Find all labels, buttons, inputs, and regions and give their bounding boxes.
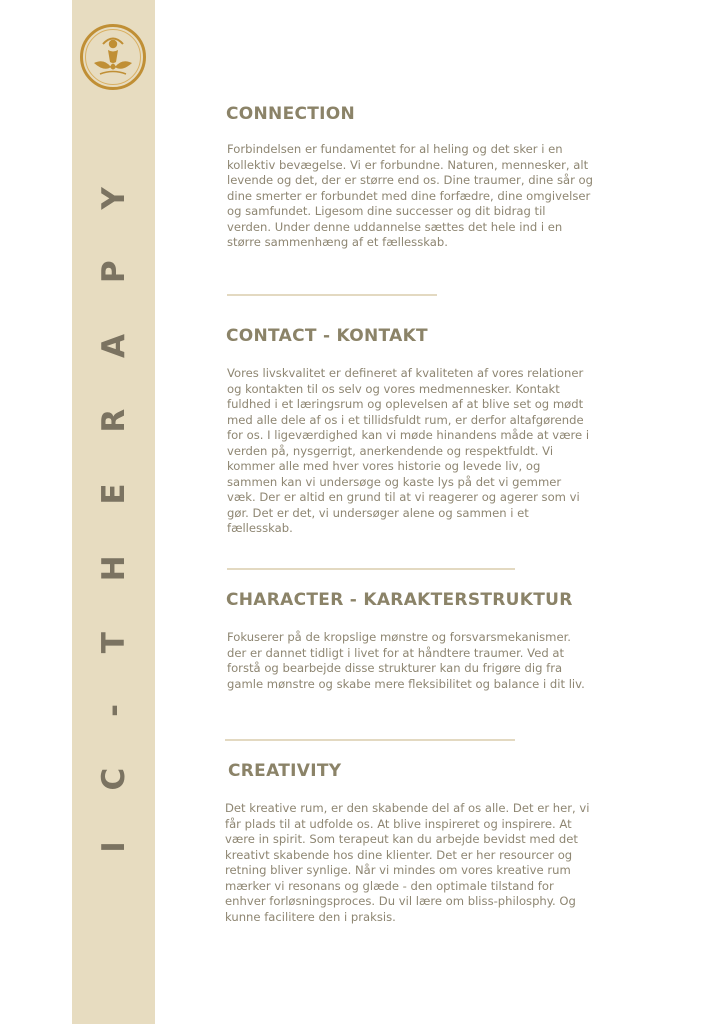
section-divider xyxy=(227,568,515,570)
section-body-character: Fokuserer på de kropslige mønstre og forsvarsmekanismer. der er dannet tidligt i livet for at håndtere traumer. Ved at forstå og bearbejde disse strukturer kan du frigøre dig fra gamle mønstre og skabe mere fleksibilitet og balance i dit liv. xyxy=(227,630,585,691)
section-heading-connection: CONNECTION xyxy=(226,104,356,124)
section-divider xyxy=(227,294,437,296)
section-heading-character: CHARACTER - KARAKTERSTRUKTUR xyxy=(226,590,573,610)
section-heading-creativity: CREATIVITY xyxy=(228,761,342,781)
section-body-connection: Forbindelsen er fundamentet for al heling og det sker i en kollektiv bevægelse. Vi er forbundne. Naturen, mennesker, alt levende og det, der er større end os. Dine traumer, dine sår og dine smerter er forbundet med dine forfædre, dine omgivelser og samfundet. Ligesom dine successer og dit bidrag til verden. Under denne uddannelse sættes det hele ind i en større sammenhæng af et fællesskab. xyxy=(227,142,593,249)
vertical-brand-title: I C - T H E R A P Y xyxy=(96,167,132,853)
section-heading-contact: CONTACT - KONTAKT xyxy=(226,326,428,346)
section-body-contact: Vores livskvalitet er defineret af kvaliteten af vores relationer og kontakten til os selv og vores medmennesker. Kontakt fuldhed i et læringsrum og oplevelsen af at blive set og mødt med alle dele af os i et tillidsfuldt rum, er derfor altafgørende for os. I ligeværdighed kan vi møde hinandens måde at være i verden på, nysgerrigt, anerkendende og respektfuldt. Vi kommer alle med hver vores historie og levede liv, og sammen kan vi undersøge og kaste lys på det vi gemmer væk. Der er altid en grund til at vi reagerer og agerer som vi gør. Det er det, vi undersøger alene og sammen i et fællesskab. xyxy=(227,366,590,535)
section-divider xyxy=(225,739,515,741)
lotus-figure-logo-icon xyxy=(80,24,146,90)
section-body-creativity: Det kreative rum, er den skabende del af os alle. Det er her, vi får plads til at udfolde os. At blive inspireret og inspirere. At være in spirit. Som terapeut kan du arbejde bevidst med det kreativt skabende hos dine klienter. Det er her resourcer og retning bliver synlige. Når vi mindes om vores kreative rum mærker vi resonans og glæde - den optimale tilstand for enhver forløsningsproces. Du vil lære om bliss-philosphy. Og kunne facilitere den i praksis. xyxy=(225,801,590,924)
